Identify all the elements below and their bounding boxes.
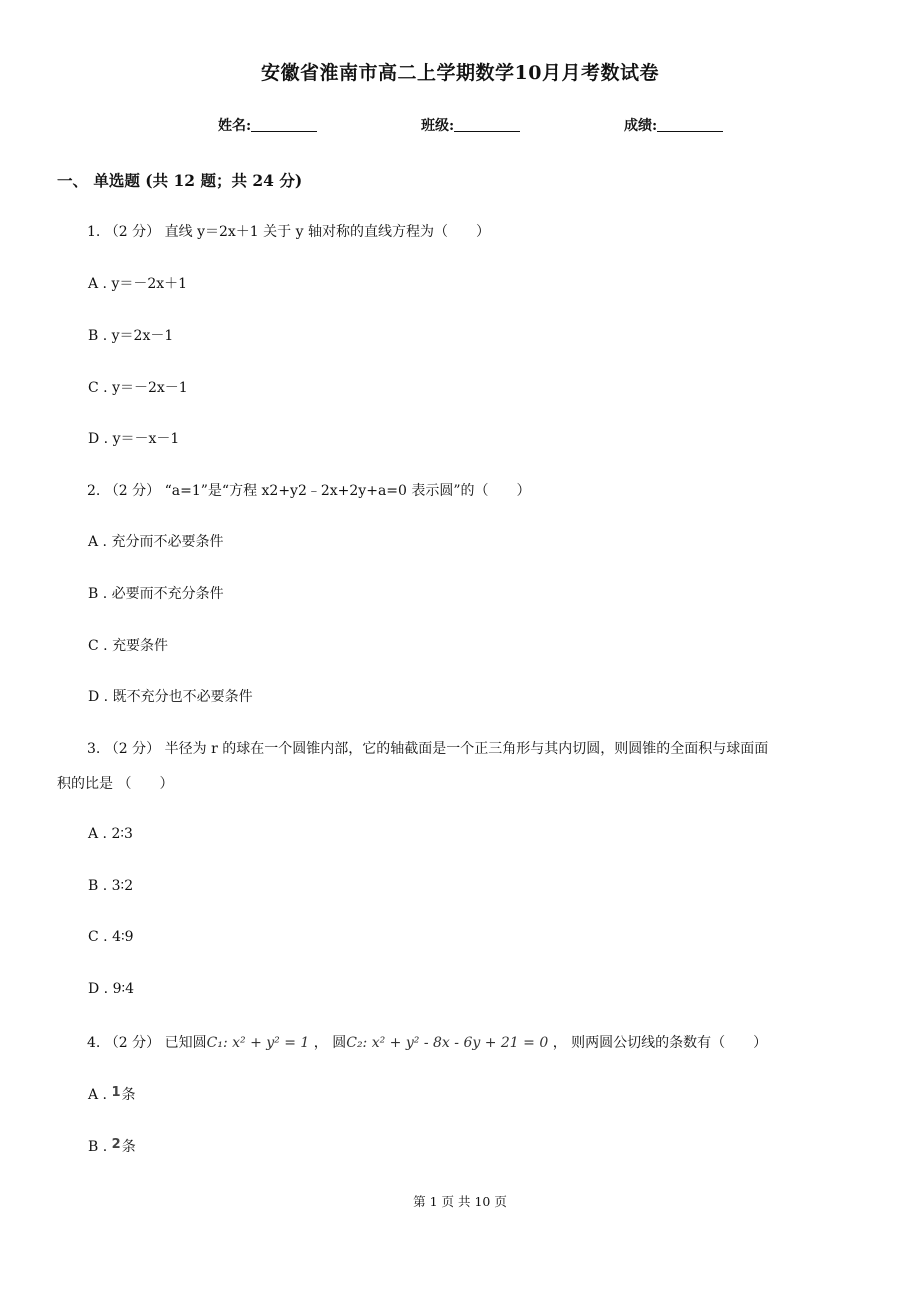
question-4-stem-part2: ， 圆 — [313, 1035, 347, 1051]
question-3-option-d: D . 9∶4 — [88, 981, 135, 997]
option-unit: 条 — [121, 1139, 136, 1155]
question-4-option-b — [88, 1136, 136, 1156]
question-1-option-a: A . y＝－2x＋1 — [88, 276, 188, 292]
question-3-stem-line2: 积的比是 （ ） — [57, 776, 174, 792]
question-4-stem-part1: 4. （2 分） 已知圆 — [87, 1035, 207, 1051]
class-label: 班级: — [421, 118, 455, 134]
question-3-stem-line1: 3. （2 分） 半径为 r 的球在一个圆锥内部，它的轴截面是一个正三角形与其内切圆，则圆锥的全面积与球面面 — [87, 741, 769, 757]
option-prefix: A . — [88, 1087, 112, 1103]
class-blank — [454, 117, 520, 132]
question-1-option-b: B . y＝2x－1 — [88, 328, 174, 344]
page-title: 安徽省淮南市高二上学期数学10月月考数试卷 — [261, 62, 659, 84]
question-4-stem-part3: ， 则两圆公切线的条数有（ ） — [552, 1035, 768, 1051]
question-2-option-c: C . 充要条件 — [88, 638, 169, 654]
option-value: 2 — [111, 1137, 121, 1152]
question-3-option-a: A . 2∶3 — [88, 826, 133, 842]
option-unit: 条 — [121, 1087, 136, 1103]
score-field — [624, 115, 723, 135]
question-2-stem: 2. （2 分） “a=1”是“方程 x2+y2﹣2x+2y+a=0 表示圆”的（ ） — [87, 483, 531, 499]
section-heading: 一、 单选题 (共 12 题；共 24 分) — [57, 171, 303, 190]
circle-c2-formula: C₂: x² + y² - 8x - 6y + 21 = 0 — [346, 1035, 549, 1051]
question-2-option-a: A . 充分而不必要条件 — [88, 534, 224, 550]
score-label: 成绩: — [624, 118, 658, 134]
question-1-option-d: D . y＝－x－1 — [88, 431, 180, 447]
question-4-stem — [87, 1032, 767, 1052]
name-label: 姓名: — [218, 118, 252, 134]
question-2-option-d: D . 既不充分也不必要条件 — [88, 689, 253, 705]
class-field — [421, 115, 520, 135]
name-blank — [251, 117, 317, 132]
page-footer: 第 1 页 共 10 页 — [413, 1194, 507, 1209]
name-field — [218, 115, 317, 135]
option-value: 1 — [111, 1085, 121, 1100]
option-prefix: B . — [88, 1139, 112, 1155]
question-1-option-c: C . y＝－2x－1 — [88, 380, 188, 396]
score-blank — [657, 117, 723, 132]
question-3-option-c: C . 4∶9 — [88, 929, 134, 945]
question-3-option-b: B . 3∶2 — [88, 878, 134, 894]
question-1-stem: 1. （2 分） 直线 y＝2x＋1 关于 y 轴对称的直线方程为（ ） — [87, 224, 490, 240]
circle-c1-formula: C₁: x² + y² = 1 — [206, 1035, 310, 1051]
question-2-option-b: B . 必要而不充分条件 — [88, 586, 224, 602]
question-4-option-a — [88, 1084, 136, 1104]
